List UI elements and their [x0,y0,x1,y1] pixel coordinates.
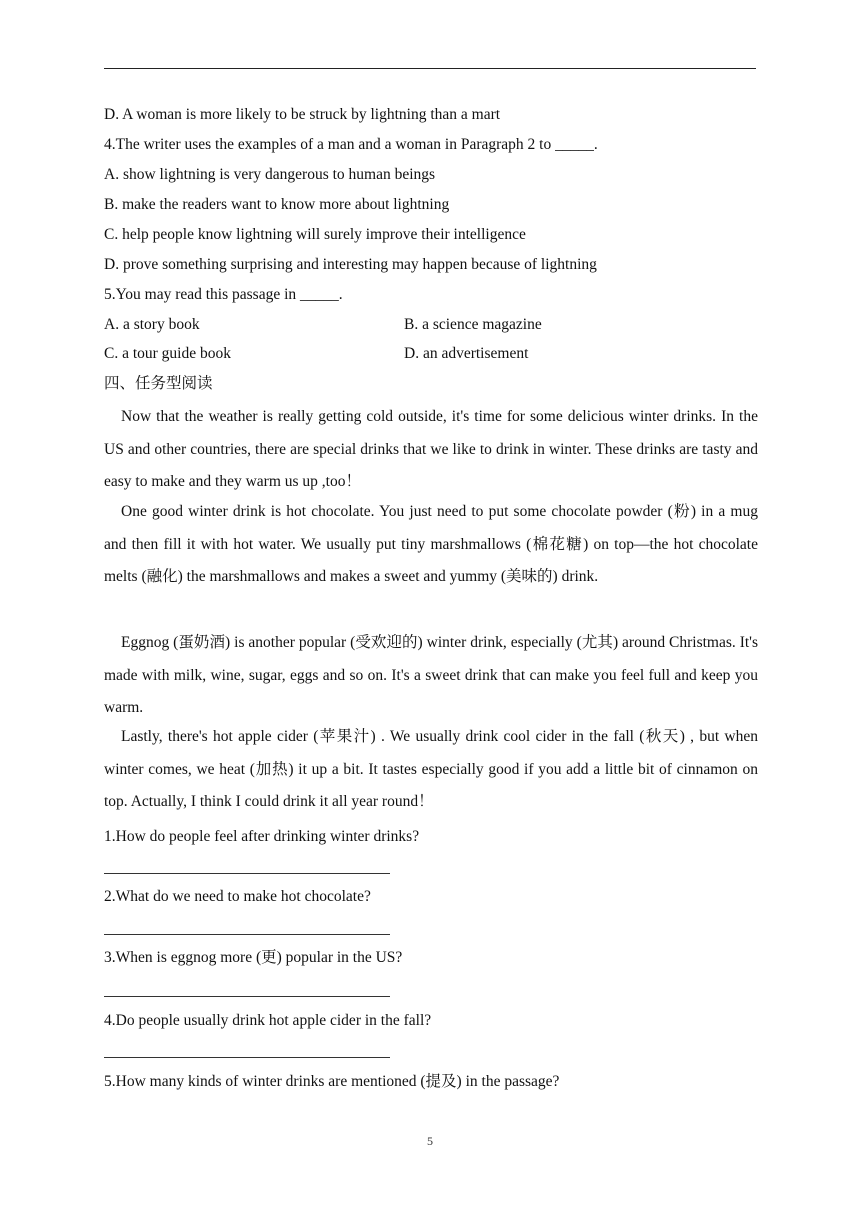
task-question-4: 4.Do people usually drink hot apple cider in the fall? [104,1012,432,1029]
passage-paragraph-1: Now that the weather is really getting cold outside, it's time for some delicious winter drinks. In the US and other countries, there are special drinks that we like to drink in winter. These drinks are tasty and easy to make and they warm us up ,too！ [104,408,758,490]
task-question-1: 1.How do people feel after drinking winter drinks? [104,828,420,845]
q4-option-c: C. help people know lightning will surely improve their intelligence [104,226,526,243]
q5-stem: 5.You may read this passage in _____. [104,286,343,303]
q5-option-c: C. a tour guide book [104,345,231,362]
answer-blank-2[interactable] [104,934,390,935]
answer-blank-4[interactable] [104,1057,390,1058]
passage-paragraph-4: Lastly, there's hot apple cider (苹果汁) . We usually drink cool cider in the fall (秋天) , but when winter comes, we heat (加热) it up a bit. It tastes especially good if you add a little bit of cinnamon on top. Actually, I think I could drink it all year round！ [104,728,758,810]
q4-option-d: D. prove something surprising and interesting may happen because of lightning [104,256,597,273]
task-question-5: 5.How many kinds of winter drinks are mentioned (提及) in the passage? [104,1073,560,1090]
q4-stem: 4.The writer uses the examples of a man and a woman in Paragraph 2 to _____. [104,136,598,153]
passage-paragraph-2: One good winter drink is hot chocolate. You just need to put some chocolate powder (粉) in a mug and then fill it with hot water. We usually put tiny marshmallows (棉花糖) on top—the hot chocolate melts (融化) the marshmallows and makes a sweet and yummy (美味的) drink. [104,503,758,585]
q5-option-a: A. a story book [104,316,200,333]
page-number: 5 [427,1134,433,1148]
answer-blank-1[interactable] [104,873,390,874]
q4-option-a: A. show lightning is very dangerous to human beings [104,166,436,183]
passage-paragraph-3: Eggnog (蛋奶酒) is another popular (受欢迎的) winter drink, especially (尤其) around Christmas. It's made with milk, wine, sugar, eggs and so on. It's a sweet drink that can make you feel full and keep you warm. [104,634,758,716]
q4-option-b: B. make the readers want to know more about lightning [104,196,450,213]
section-heading: 四、任务型阅读 [104,375,213,392]
task-question-2: 2.What do we need to make hot chocolate? [104,888,371,905]
q3-option-d: D. A woman is more likely to be struck by lightning than a mart [104,106,501,123]
q5-option-d: D. an advertisement [404,345,529,362]
q5-option-b: B. a science magazine [404,316,542,333]
task-question-3: 3.When is eggnog more (更) popular in the US? [104,949,403,966]
header-rule [104,68,756,69]
answer-blank-3[interactable] [104,996,390,997]
